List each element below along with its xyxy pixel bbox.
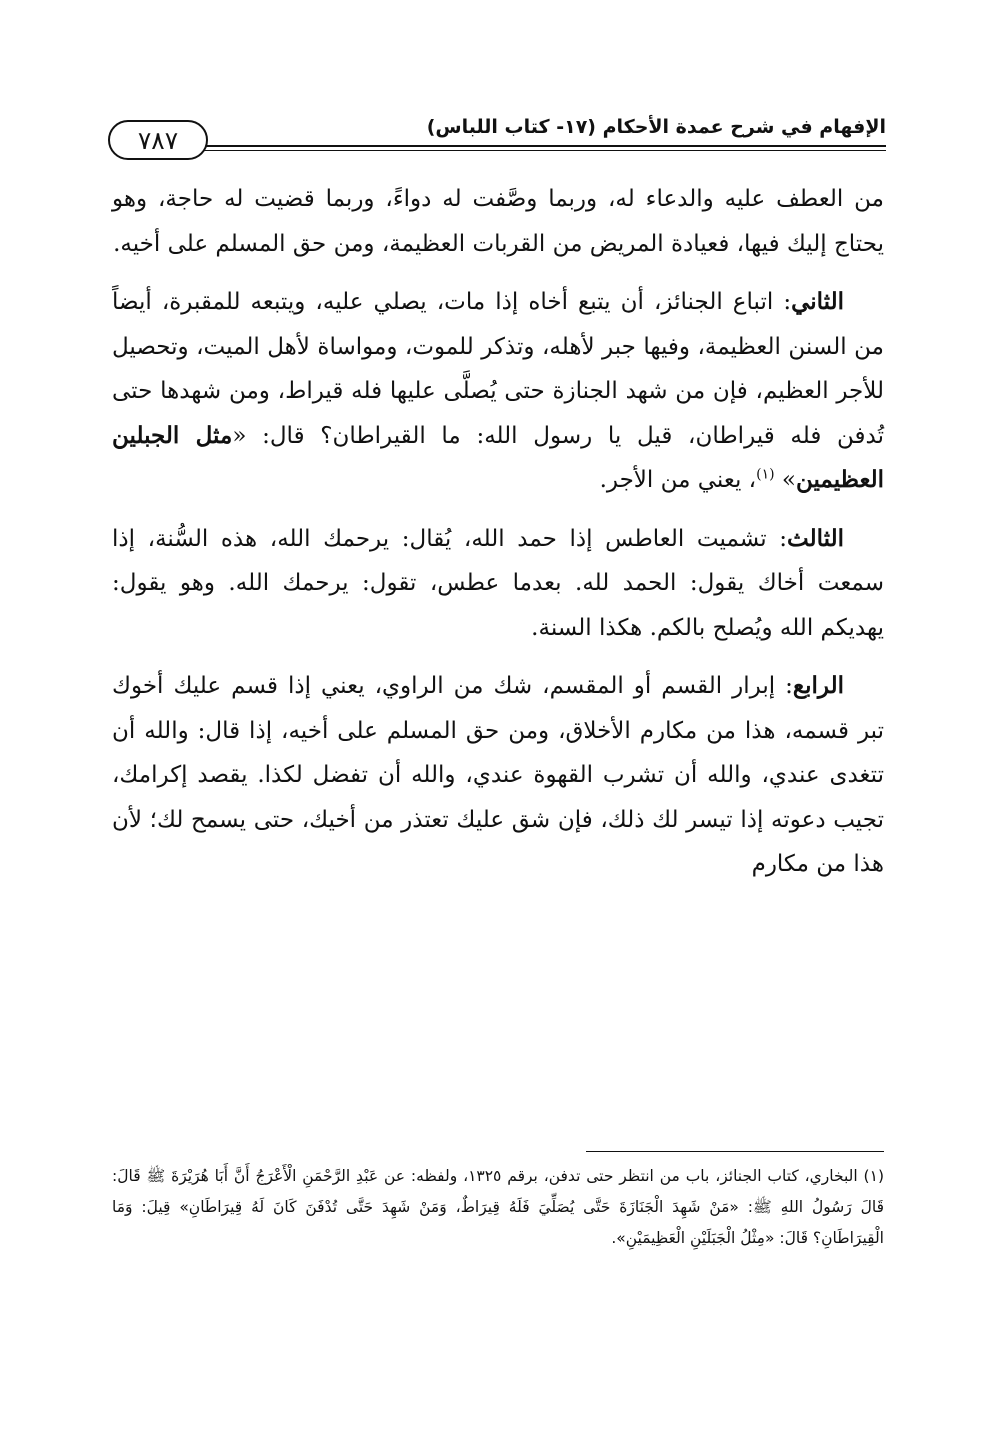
paragraph-text: : اتباع الجنائز، أن يتبع أخاه إذا مات، يصلي عليه، ويتبعه للمقبرة، أيضاً من السنن العظيمة، وفيها جبر لأهله، وتذكر للموت، ومواساة لأهل الميت، وتحصيل للأجر العظيم، فإن من شهد الجنازة حتى يُصلَّى عليها فله قيراط، ومن شهدها حتى تُدفن فله قيراطان، قيل يا رسول الله: ما القيراطان؟ قال: « [112, 289, 885, 449]
paragraph-fourth [112, 664, 884, 887]
paragraph-label: الثالث [787, 524, 844, 552]
page-number: ٧٨٧ [108, 120, 208, 160]
header-rule-thick [204, 145, 886, 147]
footnote: (١) البخاري، كتاب الجنائز، باب من انتظر حتى تدفن، برقم ١٣٢٥، ولفظه: عن عَبْدِ الرَّحْمَنِ الْأَعْرَجُ أَنَّ أَبَا هُرَيْرَةَ ﷺ قَالَ: قَالَ رَسُولُ اللهِ ﷺ: «مَنْ شَهِدَ الْجَنَازَةَ حَتَّى يُصَلِّيَ فَلَهُ قِيرَاطٌ، وَمَنْ شَهِدَ حَتَّى تُدْفَنَ كَانَ لَهُ قِيرَاطَانِ» قِيلَ: وَمَا الْقِيرَاطَانِ؟ قَالَ: «مِثْلُ الْجَبَلَيْنِ الْعَظِيمَيْنِ». [112, 1167, 884, 1247]
running-title: الإفهام في شرح عمدة الأحكام (١٧- كتاب اللباس) [426, 116, 886, 138]
main-text [112, 177, 884, 901]
footnote-separator [586, 1151, 884, 1152]
paragraph-text-end: ، يعني من الأجر. [599, 467, 757, 493]
paragraph-label: الثاني [791, 288, 844, 315]
paragraph-text: : تشميت العاطس إذا حمد الله، يُقال: يرحمك الله، هذه السُّنة، إذا سمعت أخاك يقول: الحمد لله. بعدما عطس، تقول: يرحمك الله. وهو يقول: يهديكم الله ويُصلح بالكم. هكذا السنة. [112, 525, 884, 641]
paragraph-second [112, 280, 884, 503]
paragraph-text: : إبرار القسم أو المقسم، شك من الراوي، يعني إذا قسم عليك أخوك تبر قسمه، هذا من مكارم الأخلاق، ومن حق المسلم على أخيه، إذا قال: والله أن تتغدى عندي، والله أن تشرب القهوة عندي، والله أن تفضل لكذا. يقصد إكرامك، تجيب دعوته إذا تيسر لك ذلك، فإن شق عليك تعتذر من أخيك، حتى يسمح لك؛ لأن هذا من مكارم [112, 673, 884, 877]
footnote-reference[interactable]: (١) [756, 466, 775, 483]
page-header [108, 112, 886, 162]
hadith-quote: مثل الجبلين العظيمين [112, 421, 884, 493]
quote-close: » [781, 467, 796, 493]
header-rule-thin [204, 150, 886, 151]
paragraph-continuation: من العطف عليه والدعاء له، وربما وصَّفت له دواءً، وربما قضيت له حاجة، وهو يحتاج إليك فيها، فعيادة المريض من القربات العظيمة، ومن حق المسلم على أخيه. [112, 186, 884, 257]
paragraph-label: الرابع [792, 672, 844, 699]
paragraph-third [112, 517, 884, 651]
